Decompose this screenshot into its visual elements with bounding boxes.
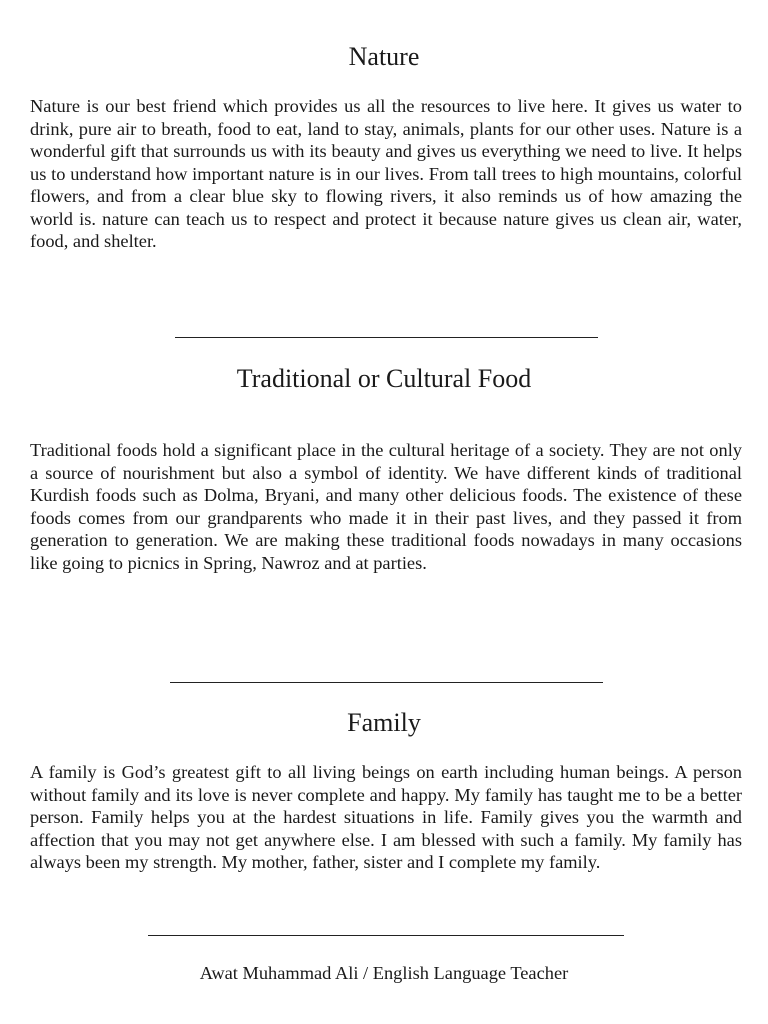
traditional-food-paragraph: Traditional foods hold a significant place in the cultural heritage of a society. They are not only a source of nourishment but also a symbol of identity. We have different kinds of traditional Kurdish foods such as Dolma, Bryani, and many other delicious foods. The existence of these foods comes from our grandparents who made it in their past lives, and they passed it from generation to generation. We are making these traditional foods nowadays in many occasions like going to picnics in Spring, Nawroz and at parties. [30,440,742,573]
section-divider [148,935,624,936]
nature-paragraph: Nature is our best friend which provides us all the resources to live here. It gives us water to drink, pure air to breath, food to eat, land to stay, animals, plants for our other uses. Nature is a wonderful gift that surrounds us with its beauty and gives us everything we need to live. It helps us to understand how important nature is in our lives. From tall trees to high mountains, colorful flowers, and from a clear blue sky to flowing rivers, it also reminds us of how amazing the world is. nature can teach us to respect and protect it because nature gives us clean air, water, food, and shelter. [30,96,742,251]
family-heading: Family [347,708,421,737]
section-divider [170,682,603,683]
nature-heading: Nature [348,42,420,71]
family-paragraph: A family is God’s greatest gift to all living beings on earth including human beings. A person without family and its love is never complete and happy. My family has taught me to be a better person. Family helps you at the hardest situations in life. Family gives you the warmth and affection that you may not get anywhere else. I am blessed with such a family. My family has always been my strength. My mother, father, sister and I complete my family. [30,762,742,872]
traditional-food-heading: Traditional or Cultural Food [236,364,532,393]
author-signature: Awat Muhammad Ali / English Language Teacher [199,963,569,983]
section-divider [175,337,598,338]
